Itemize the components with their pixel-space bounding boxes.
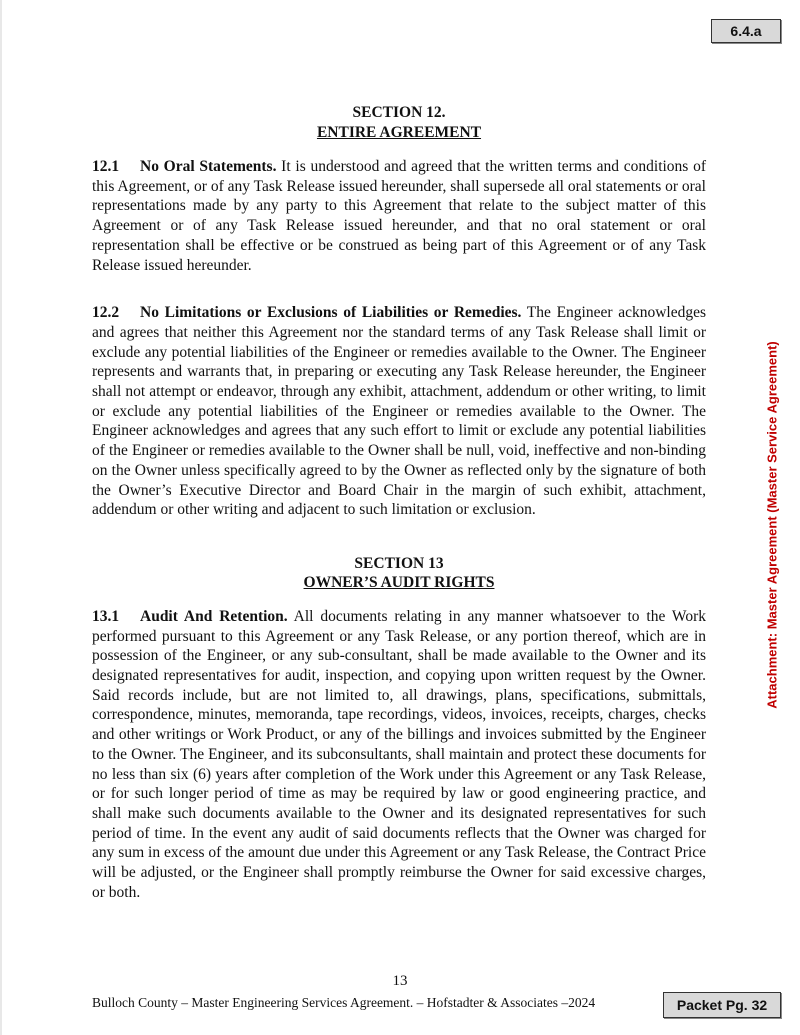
attachment-side-label: Attachment: Master Agreement (Master Service Agreement) bbox=[764, 341, 780, 709]
page-number: 13 bbox=[392, 973, 408, 989]
agenda-item-tag: 6.4.a bbox=[711, 19, 781, 43]
section-13-subtitle: OWNER’S AUDIT RIGHTS bbox=[303, 574, 495, 592]
clause-text: The Engineer acknowledges and agrees that neither this Agreement nor the standard terms of any Task Release shall limit or exclude any potential liabilities of the Engineer or remedies available to the Owner. The Engineer represents and warrants that, in preparing or executing any Task Release hereunder, the Engineer shall not attempt or endeavor, through any exhibit, attachment, addendum or other writing, to limit or exclude any potential liabilities of the Engineer or remedies available to the Owner. The Engineer acknowledges and agrees that any such effort to limit or exclude any potential liabilities of the Engineer or remedies available to the Owner shall be null, void, ineffective and non-binding on the Owner unless specifically agreed to by the Owner as reflected only by the signature of both the Owner’s Executive Director and Board Chair in the margin of such exhibit, attachment, addendum or other writing and adjacent to such limitation or exclusion. bbox=[92, 304, 706, 519]
clause-heading: No Oral Statements. bbox=[140, 158, 277, 175]
section-12-title: SECTION 12. bbox=[352, 104, 446, 121]
document-footer: Bulloch County – Master Engineering Services Agreement. – Hofstadter & Associates –2024 bbox=[92, 995, 596, 1010]
clause-heading: No Limitations or Exclusions of Liabilities or Remedies. bbox=[140, 304, 522, 322]
clause-heading: Audit And Retention. bbox=[140, 607, 288, 625]
clause-number: 12.2 bbox=[92, 304, 120, 322]
clause-number: 13.1 bbox=[92, 607, 120, 625]
section-12-heading bbox=[92, 103, 706, 142]
packet-page-tag: Packet Pg. 32 bbox=[663, 992, 781, 1018]
clause-text: All documents relating in any manner whatsoever to the Work performed pursuant to this Agreement or any Task Release, or any portion thereof, which are in possession of the Engineer, or any sub-consultant, shall be made available to the Owner and its designated representatives for audit, inspection, and copying upon written request by the Owner. Said records include, but are not limited to, all drawings, plans, specifications, submittals, correspondence, minutes, memoranda, tape recordings, videos, invoices, receipts, charges, checks and other writings or Work Product, or any of the billings and invoices submitted by the Engineer to the Owner. The Engineer, and its subconsultants, shall maintain and protect these documents for no less than six (6) years after completion of the Work under this Agreement or any Task Release, or for such longer period of time as may be required by law or good engineering practice, and shall make such documents available to the Owner and its designated representatives for such period of time. In the event any audit of said documents reflects that the Owner was charged for any sum in excess of the amount due under this Agreement or any Task Release, the Contract Price will be adjusted, or the Engineer shall promptly reimburse the Owner for said excessive charges, or both. bbox=[92, 607, 706, 901]
clause-text: It is understood and agreed that the written terms and conditions of this Agreement, or of any Task Release issued hereunder, shall supersede all oral statements or oral representations made by any party to this Agreement that relate to the subject matter of this Agreement or of any Task Release issued hereunder, and that no oral statement or oral representation shall be effective or be construed as being part of this Agreement or of any Task Release issued hereunder. bbox=[92, 158, 706, 274]
page-edge bbox=[0, 0, 2, 1035]
section-13-heading bbox=[92, 554, 706, 593]
clause-number: 12.1 bbox=[92, 158, 120, 175]
paragraph-12-1 bbox=[92, 157, 706, 275]
paragraph-13-1 bbox=[92, 607, 706, 903]
document-body bbox=[92, 103, 706, 903]
paragraph-12-2 bbox=[92, 303, 706, 520]
section-12-subtitle: ENTIRE AGREEMENT bbox=[316, 123, 482, 141]
section-13-title: SECTION 13 bbox=[354, 554, 444, 572]
